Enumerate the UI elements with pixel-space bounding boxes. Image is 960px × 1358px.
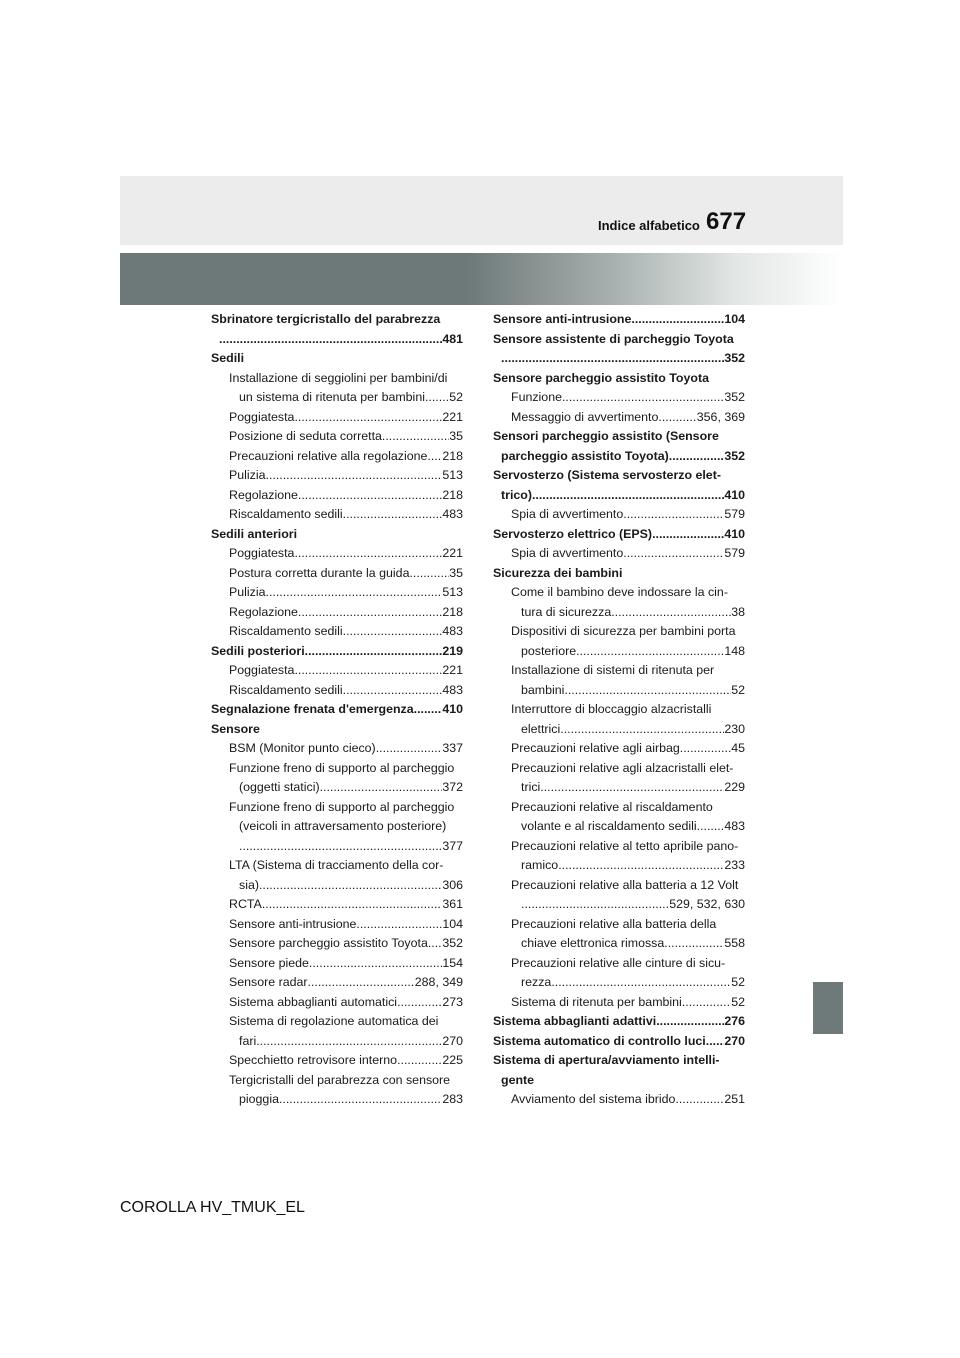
dot-leader [623, 544, 724, 564]
dot-leader [259, 876, 442, 896]
index-entry [211, 349, 463, 369]
index-entry [211, 895, 463, 915]
dot-leader [414, 700, 443, 720]
index-entry-text: Sensore assistente di parcheggio Toyota [493, 331, 734, 346]
index-entry [493, 408, 745, 428]
dot-leader [279, 1090, 442, 1110]
index-entry [493, 330, 745, 350]
index-entry [493, 447, 745, 467]
index-entry [211, 759, 463, 779]
dot-leader [309, 954, 442, 974]
index-entry-text: Sensore parcheggio assistito Toyota [229, 936, 428, 950]
index-entry-text: fari [239, 1033, 257, 1048]
index-entry [493, 544, 745, 564]
dot-leader [397, 993, 442, 1013]
index-entry-page: 579 [724, 507, 745, 521]
index-entry [211, 1071, 463, 1091]
index-entry-page: 270 [442, 1033, 463, 1048]
index-entry [211, 798, 463, 818]
index-entry-text: Interruttore di bloccaggio alzacristalli [511, 702, 712, 716]
index-entry-text: Sensore parcheggio assistito Toyota [493, 370, 709, 385]
index-entry-page: 221 [442, 546, 463, 560]
dot-leader [409, 564, 449, 584]
index-entry-text: trici [521, 780, 541, 794]
index-entry-page: 513 [442, 585, 463, 599]
index-entry [211, 466, 463, 486]
index-entry-page: 483 [724, 819, 745, 833]
index-entry-text: ramico [521, 858, 559, 872]
index-entry [493, 798, 745, 818]
index-entry [211, 973, 463, 993]
index-entry [493, 817, 745, 837]
index-entry-text: Sistema di ritenuta per bambini [511, 994, 682, 1009]
index-entry-text: Precauzioni relative al tetto apribile pano- [511, 838, 739, 853]
index-entry [493, 486, 745, 506]
dot-leader [558, 856, 724, 876]
index-entry [211, 1051, 463, 1071]
index-entry-text: elettrici [521, 721, 561, 736]
index-entry-text: Precauzioni relative al riscaldamento [511, 799, 713, 814]
dot-leader [697, 817, 725, 837]
index-entry [493, 583, 745, 603]
dot-leader [376, 739, 443, 759]
dot-leader [660, 1012, 725, 1032]
dot-leader [532, 486, 724, 506]
index-entry-page: 229 [724, 780, 745, 794]
index-entry [211, 642, 463, 662]
index-entry [211, 817, 463, 837]
dot-leader [239, 837, 442, 857]
dot-leader [294, 661, 442, 681]
index-entry-text: RCTA [229, 897, 262, 911]
index-entry-text: Installazione di sistemi di ritenuta per [511, 663, 715, 677]
index-entry-text: Postura corretta durante la guida [229, 565, 410, 580]
index-entry [211, 681, 463, 701]
index-entry-text: Precauzioni relative alla batteria a 12 Volt [511, 877, 739, 892]
index-entry-text: Posizione di seduta corretta [229, 429, 382, 443]
index-entry [493, 1032, 745, 1052]
index-entry-text: Installazione di seggiolini per bambini/di [229, 370, 448, 385]
index-entry-text: chiave elettronica rimossa [521, 936, 665, 950]
dot-leader [428, 934, 442, 954]
index-entry-page: 230 [724, 721, 745, 736]
index-entry [493, 681, 745, 701]
index-entry-text: Precauzioni relative alla batteria della [511, 916, 717, 931]
index-entry-text: Specchietto retrovisore interno [229, 1053, 398, 1067]
dot-leader [551, 973, 731, 993]
index-entry [493, 934, 745, 954]
index-entry-text: Poggiatesta [229, 546, 295, 560]
index-entry [493, 427, 745, 447]
dot-leader [427, 447, 442, 467]
index-entry [211, 720, 463, 740]
index-entry-text: tura di sicurezza [521, 604, 612, 619]
index-entry-page: 337 [442, 741, 463, 755]
index-entry-text: Riscaldamento sedili [229, 507, 343, 521]
index-entry-text: Sensore radar [229, 975, 308, 989]
index-entry [493, 564, 745, 584]
index-entry-page: 218 [442, 604, 463, 619]
index-entry-text: LTA (Sistema di tracciamento della cor- [229, 858, 444, 872]
index-entry [493, 466, 745, 486]
index-entry-text: Servosterzo (Sistema servosterzo elet- [493, 468, 721, 482]
index-entry-page: 410 [724, 526, 745, 541]
index-entry-page: 481 [442, 331, 463, 346]
index-entry [211, 778, 463, 798]
index-entry [211, 427, 463, 447]
dot-leader [540, 778, 724, 798]
index-entry [211, 603, 463, 623]
index-entry-page: 352 [442, 936, 463, 950]
dot-leader [343, 505, 443, 525]
index-entry [211, 856, 463, 876]
index-entry-text: volante e al riscaldamento sedili [521, 819, 697, 833]
index-entry [493, 739, 745, 759]
index-entry [211, 700, 463, 720]
dot-leader [266, 583, 443, 603]
index-entry-text: (oggetti statici) [239, 780, 320, 794]
dot-leader [501, 349, 724, 369]
index-entry-text: parcheggio assistito Toyota) [501, 448, 669, 463]
dot-leader [425, 388, 449, 408]
page-number: 677 [706, 208, 747, 235]
dot-leader [382, 427, 449, 447]
index-entry-page: 483 [442, 624, 463, 638]
index-entry-text: Sedili anteriori [211, 526, 298, 541]
index-entry [211, 564, 463, 584]
index-entry-page: 104 [442, 916, 463, 931]
index-entry-text: Sbrinatore tergicristallo del parabrezza [211, 312, 441, 326]
index-entry [211, 934, 463, 954]
index-entry-text: Dispositivi di sicurezza per bambini porta [511, 624, 736, 638]
index-entry-page: 273 [442, 994, 463, 1009]
dot-leader [564, 681, 731, 701]
index-entry [493, 642, 745, 662]
index-entry-text: Sedili [211, 351, 245, 365]
index-entry-text: Funzione [511, 390, 562, 404]
index-entry-page: 283 [442, 1092, 463, 1106]
index-entry [211, 369, 463, 389]
index-entry-page: 52 [449, 390, 463, 404]
index-entry [493, 837, 745, 857]
index-entry-page: 410 [442, 702, 463, 716]
dot-leader [343, 622, 443, 642]
dot-leader [675, 1090, 724, 1110]
index-entry [493, 700, 745, 720]
dot-leader [521, 895, 669, 915]
index-entry-page: 35 [449, 565, 463, 580]
index-entry [493, 603, 745, 623]
index-entry-page: 221 [442, 663, 463, 677]
index-entry-page: 221 [442, 409, 463, 424]
index-entry-page: 377 [442, 838, 463, 853]
index-entry-text: Funzione freno di supporto al parcheggio [229, 760, 455, 775]
index-entry [493, 973, 745, 993]
index-entry [211, 544, 463, 564]
index-entry-page: 483 [442, 682, 463, 697]
index-entry [493, 856, 745, 876]
dot-leader [680, 739, 731, 759]
index-entry-text: Messaggio di avvertimento [511, 409, 659, 424]
dot-leader [560, 720, 724, 740]
dot-leader [298, 486, 442, 506]
index-entry [211, 954, 463, 974]
index-entry [211, 661, 463, 681]
footer-model-code: COROLLA HV_TMUK_EL [120, 1199, 305, 1216]
index-entry-text: bambini [521, 682, 565, 697]
index-entry-page: 148 [724, 643, 745, 658]
index-entry-text: Sensore [211, 721, 260, 736]
index-entry-text: Sensore anti-intrusione [229, 916, 357, 931]
index-entry [493, 993, 745, 1013]
index-entry [493, 895, 745, 915]
index-entry [211, 310, 463, 330]
index-entry [493, 1090, 745, 1110]
index-entry-text: pioggia [239, 1092, 279, 1106]
index-entry-text: Regolazione [229, 487, 298, 502]
index-entry-page: 372 [442, 780, 463, 794]
index-entry-text: Sedili posteriori [211, 643, 305, 658]
dot-leader [631, 310, 724, 330]
index-entry-text: Sensore piede [229, 955, 309, 970]
index-entry-text: Avviamento del sistema ibrido [511, 1092, 676, 1106]
index-entry [211, 1090, 463, 1110]
index-entry [211, 408, 463, 428]
index-entry-page: 558 [724, 936, 745, 950]
index-entry-text: Sistema di apertura/avviamento intelli- [493, 1053, 720, 1067]
index-entry [211, 388, 463, 408]
index-entry-page: 288, 349 [414, 975, 463, 989]
index-entry-text: Tergicristalli del parabrezza con sensore [229, 1072, 451, 1087]
dot-leader [294, 408, 442, 428]
index-entry [211, 837, 463, 857]
dot-leader [562, 388, 724, 408]
index-entry [211, 993, 463, 1013]
dot-leader [611, 603, 731, 623]
index-entry-page: 52 [731, 975, 745, 989]
index-entry [493, 1051, 745, 1071]
index-entry [211, 1032, 463, 1052]
index-entry-text: Regolazione [229, 604, 298, 619]
index-entry [211, 915, 463, 935]
index-entry-text: Pulizia [229, 585, 266, 599]
index-entry [493, 720, 745, 740]
dot-leader [658, 408, 696, 428]
index-entry-page: 579 [724, 546, 745, 560]
index-entry-text: un sistema di ritenuta per bambini [239, 390, 425, 404]
section-title: Indice alfabetico [598, 218, 700, 233]
index-entry [493, 525, 745, 545]
dot-leader [305, 642, 443, 662]
index-entry-text: Funzione freno di supporto al parcheggio [229, 799, 455, 814]
index-entry [493, 915, 745, 935]
index-entry-page: 104 [724, 312, 745, 326]
dot-leader [294, 544, 442, 564]
index-entry-page: 251 [724, 1092, 745, 1106]
index-entry [211, 525, 463, 545]
dot-leader [266, 466, 443, 486]
dot-leader [219, 330, 442, 350]
index-entry-text: Riscaldamento sedili [229, 624, 343, 638]
index-entry-text: rezza [521, 975, 552, 989]
index-entry [493, 1071, 745, 1091]
index-entry-text: trico) [501, 487, 532, 502]
index-entry [211, 876, 463, 896]
header-gradient-bar [120, 253, 843, 305]
index-entry-page: 513 [442, 468, 463, 482]
index-entry-page: 45 [731, 741, 745, 755]
index-entry [493, 369, 745, 389]
index-entry-text: sia) [239, 877, 259, 892]
index-entry-page: 225 [442, 1053, 463, 1067]
dot-leader [682, 993, 731, 1013]
dot-leader [664, 934, 724, 954]
index-entry-page: 483 [442, 507, 463, 521]
index-entry [493, 622, 745, 642]
index-entry-text: Riscaldamento sedili [229, 682, 343, 697]
dot-leader [576, 642, 724, 662]
index-entry-text: Precauzioni relative agli airbag [511, 741, 680, 755]
index-entry [493, 505, 745, 525]
index-entry-text: posteriore [521, 643, 577, 658]
index-entry-text: Spia di avvertimento [511, 546, 624, 560]
index-entry [211, 1012, 463, 1032]
index-entry-text: Servosterzo elettrico (EPS) [493, 526, 653, 541]
index-entry-page: 529, 532, 630 [669, 897, 745, 911]
dot-leader [256, 1032, 442, 1052]
index-entry [493, 310, 745, 330]
index-entry-page: 410 [724, 487, 745, 502]
index-entry-text: Segnalazione frenata d'emergenza [211, 702, 414, 716]
index-entry-page: 218 [442, 448, 463, 463]
index-entry-page: 352 [724, 448, 745, 463]
index-entry [211, 505, 463, 525]
index-entry-text: Sicurezza dei bambini [493, 565, 623, 580]
index-entry-text: Sensore anti-intrusione [493, 312, 632, 326]
index-entry-page: 270 [724, 1033, 745, 1048]
index-entry-text: Sistema abbaglianti adattivi. [493, 1014, 660, 1028]
index-entry-text: Sistema abbaglianti automatici [229, 994, 398, 1009]
index-entry-page: 219 [442, 643, 463, 658]
dot-leader [669, 447, 725, 467]
index-entry-page: 233 [724, 858, 745, 872]
index-entry [211, 583, 463, 603]
index-entry-text: BSM (Monitor punto cieco) [229, 741, 376, 755]
index-entry-text: Come il bambino deve indossare la cin- [511, 585, 728, 599]
index-entry-page: 35 [449, 429, 463, 443]
index-entry-page: 154 [442, 955, 463, 970]
dot-leader [356, 915, 442, 935]
dot-leader [308, 973, 415, 993]
index-entry-page: 38 [731, 604, 745, 619]
dot-leader [652, 525, 724, 545]
index-entry [493, 759, 745, 779]
index-column-right [493, 310, 745, 1110]
dot-leader [706, 1032, 725, 1052]
index-entry-text: Precauzioni relative alla regolazione [229, 448, 428, 463]
index-entry-text: Sistema automatico di controllo luci [493, 1033, 706, 1048]
index-column-left [211, 310, 463, 1110]
index-entry [211, 739, 463, 759]
index-entry-text: Sensori parcheggio assistito (Sensore [493, 429, 719, 443]
dot-leader [397, 1051, 442, 1071]
index-entry [493, 954, 745, 974]
dot-leader [623, 505, 724, 525]
dot-leader [343, 681, 443, 701]
index-entry-text: gente [501, 1072, 535, 1087]
index-entry-text: Spia di avvertimento [511, 507, 624, 521]
index-entry [493, 661, 745, 681]
index-entry [493, 388, 745, 408]
index-entry-text: Precauzioni relative alle cinture di sicu- [511, 955, 726, 970]
index-entry-text: Sistema di regolazione automatica dei [229, 1014, 439, 1028]
index-entry-page: 352 [724, 351, 745, 365]
index-entry [211, 622, 463, 642]
index-entry [493, 778, 745, 798]
index-entry-page: 356, 369 [696, 409, 745, 424]
index-entry-page: 306 [442, 877, 463, 892]
index-entry [493, 876, 745, 896]
dot-leader [320, 778, 443, 798]
index-entry-page: 218 [442, 487, 463, 502]
index-entry-page: 276 [724, 1014, 745, 1028]
index-entry-text: Precauzioni relative agli alzacristalli elet- [511, 760, 734, 775]
index-entry-page: 361 [442, 897, 463, 911]
index-entry [211, 447, 463, 467]
index-entry-text: Poggiatesta [229, 663, 295, 677]
index-entry [493, 349, 745, 369]
index-entry [211, 330, 463, 350]
index-entry-text: Poggiatesta [229, 409, 295, 424]
index-entry [211, 486, 463, 506]
index-entry [493, 1012, 745, 1032]
index-entry-text: (veicoli in attraversamento posteriore) [239, 819, 447, 833]
index-entry-page: 52 [731, 994, 745, 1009]
index-entry-page: 52 [731, 682, 745, 697]
index-entry-text: Pulizia [229, 468, 266, 482]
index-entry-page: 352 [724, 390, 745, 404]
dot-leader [262, 895, 443, 915]
dot-leader [298, 603, 442, 623]
chapter-thumb-tab [813, 982, 843, 1034]
